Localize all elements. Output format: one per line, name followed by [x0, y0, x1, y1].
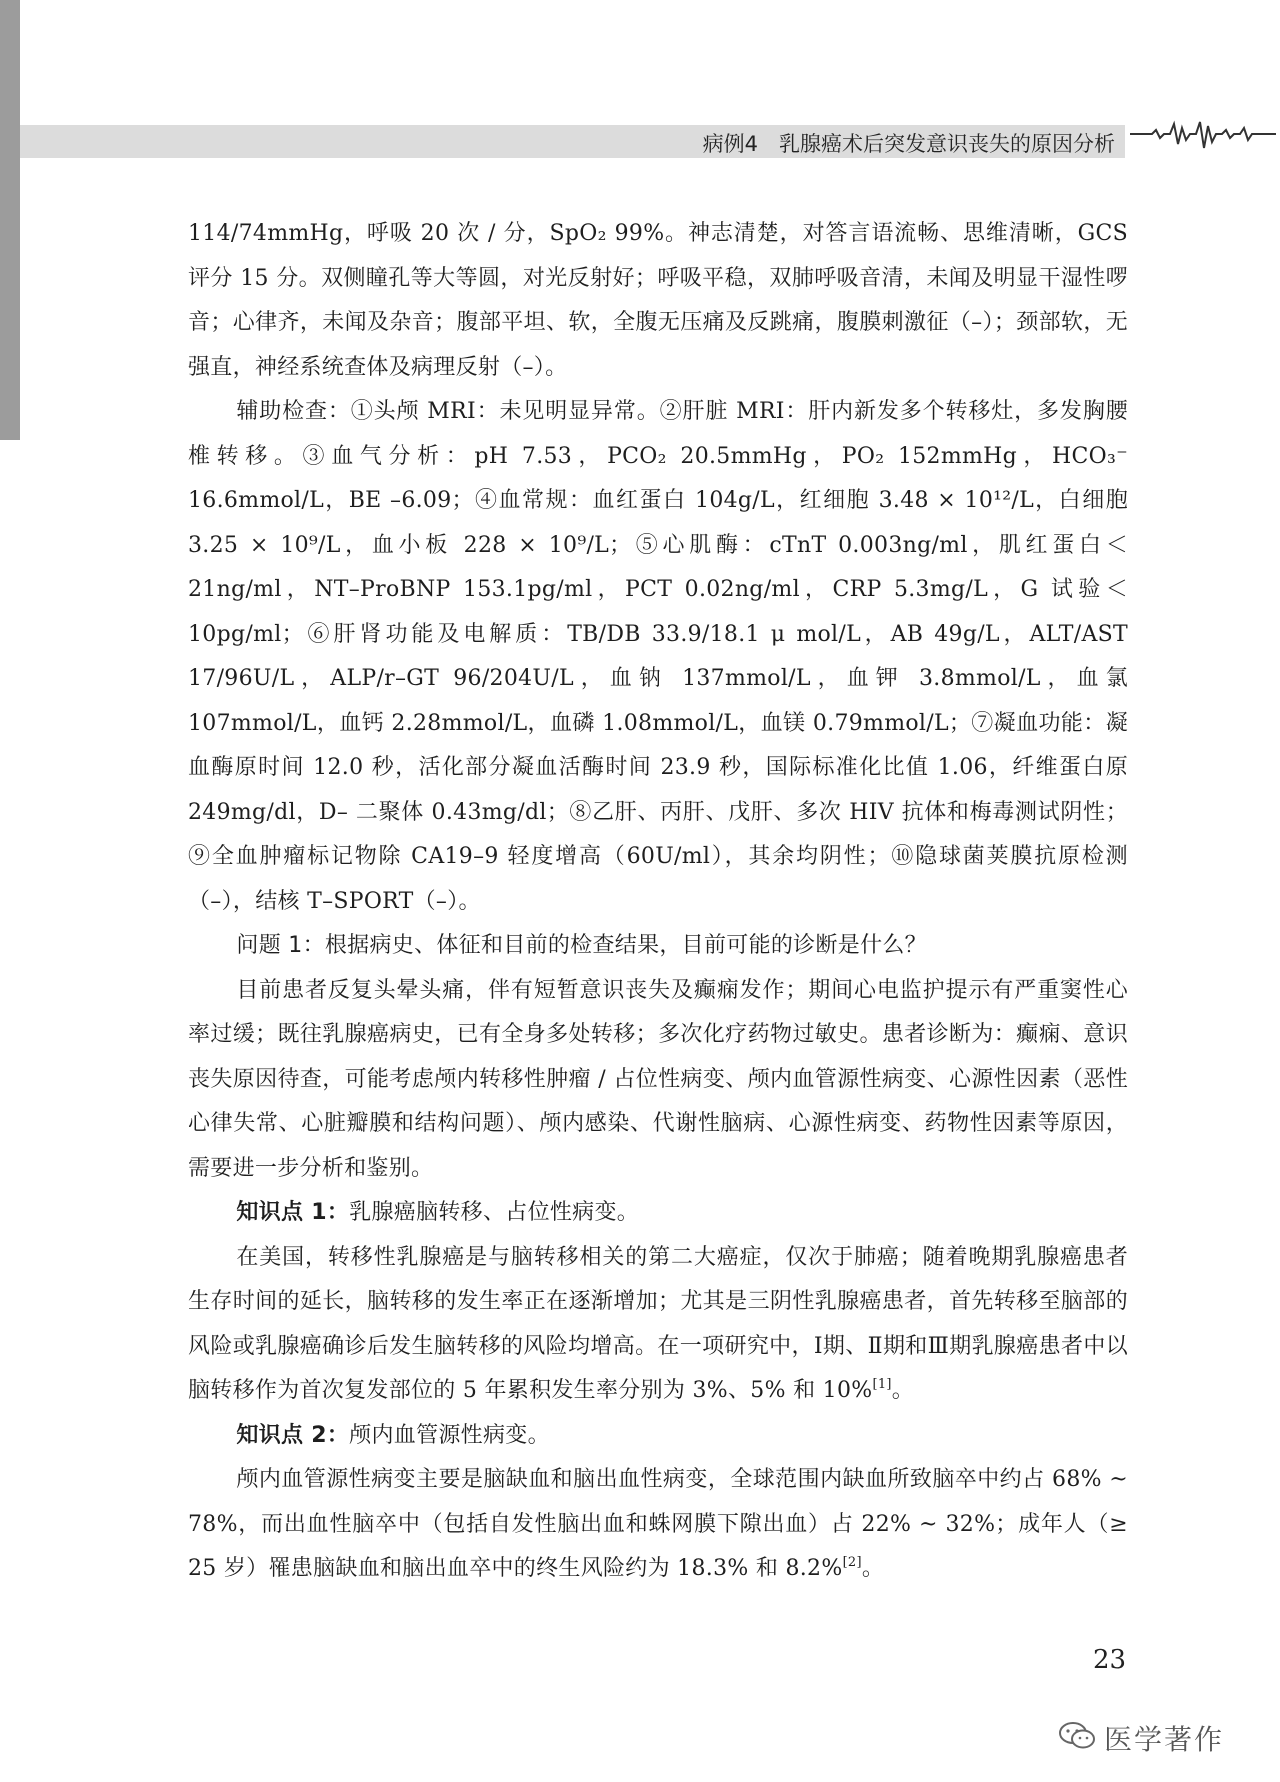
paragraph-diagnosis: 目前患者反复头晕头痛，伴有短暂意识丧失及癫痫发作；期间心电监护提示有严重窦性心率过缓；既往乳腺癌病史，已有全身多处转移；多次化疗药物过敏史。患者诊断为：癫痫、意识丧失原因待查，可能考虑颅内转移性肿瘤 / 占位性病变、颅内血管源性病变、心源性因素（恶性心律失常、心脏瓣膜和结构问题）、颅内感染、代谢性脑病、心源性病变、药物性因素等原因，需要进一步分析和鉴别。: [188, 977, 1128, 1181]
p5-text: 颅内血管源性病变主要是脑缺血和脑出血性病变，全球范围内缺血所致脑卒中约占 68% ~ 78%，而出血性脑卒中（包括自发性脑出血和蛛网膜下隙出血）占 22% ~ 32%；成年人（≥ 25 岁）罹患脑缺血和脑出血卒中的终生风险约为 18.3% 和 8.2%: [188, 1467, 1128, 1581]
p4-text: 在美国，转移性乳腺癌是与脑转移相关的第二大癌症，仅次于肺癌；随着晚期乳腺癌患者生存时间的延长，脑转移的发生率正在逐渐增加；尤其是三阴性乳腺癌患者，首先转移至脑部的风险或乳腺癌确诊后发生脑转移的风险均增高。在一项研究中，Ⅰ期、Ⅱ期和Ⅲ期乳腺癌患者中以脑转移作为首次复发部位的 5 年累积发生率分别为 3%、5% 和 10%: [188, 1244, 1128, 1403]
p4-end: 。: [891, 1378, 915, 1403]
paragraph-vascular: [188, 1458, 1128, 1592]
question-heading: 问题 1：根据病史、体征和目前的检查结果，目前可能的诊断是什么？: [236, 933, 927, 958]
kp2-text: 颅内血管源性病变。: [349, 1422, 550, 1448]
kp1-text: 乳腺癌脑转移、占位性病变。: [349, 1200, 640, 1225]
watermark: [1058, 1718, 1224, 1758]
kp2-label: 知识点 2：: [236, 1422, 350, 1448]
knowledge-point-2: [188, 1414, 1128, 1459]
kp1-label: 知识点 1：: [236, 1200, 350, 1225]
running-header-title: 病例4 乳腺癌术后突发意识丧失的原因分析: [702, 132, 1115, 156]
reference-1: [1]: [872, 1377, 892, 1392]
body-text: [188, 212, 1128, 1592]
watermark-text: 医学著作: [1104, 1723, 1225, 1756]
p5-end: 。: [861, 1556, 885, 1581]
ecg-waveform-icon: [1126, 120, 1280, 160]
reference-2: [2]: [842, 1555, 862, 1570]
left-edge-bar: [0, 0, 20, 440]
wechat-icon: [1058, 1721, 1096, 1755]
paragraph-brain-metastasis: [188, 1236, 1128, 1414]
paragraph-aux-tests: 辅助检查：①头颅 MRI：未见明显异常。②肝脏 MRI：肝内新发多个转移灶，多发胸腰椎转移。③血气分析：pH 7.53，PCO₂ 20.5mmHg，PO₂ 152mmHg，HCO₃⁻ 16.6mmol/L，BE –6.09；④血常规：血红蛋白 104g/L，红细胞 3.48 × 10¹²/L，白细胞 3.25 × 10⁹/L，血小板 228 × 10⁹/L；⑤心肌酶：cTnT 0.003ng/ml，肌红蛋白＜ 21ng/ml，NT–ProBNP 153.1pg/ml，PCT 0.02ng/ml，CRP 5.3mg/L，G 试验＜ 10pg/ml；⑥肝肾功能及电解质：TB/DB 33.9/18.1 μ mol/L，AB 49g/L，ALT/AST 17/96U/L，ALP/r–GT 96/204U/L，血钠 137mmol/L，血钾 3.8mmol/L，血氯 107mmol/L，血钙 2.28mmol/L，血磷 1.08mmol/L，血镁 0.79mmol/L；⑦凝血功能：凝血酶原时间 12.0 秒，活化部分凝血活酶时间 23.9 秒，国际标准化比值 1.06，纤维蛋白原 249mg/dl，D– 二聚体 0.43mg/dl；⑧乙肝、丙肝、戊肝、多次 HIV 抗体和梅毒测试阴性；⑨全血肿瘤标记物除 CA19–9 轻度增高（60U/ml），其余均阴性；⑩隐球菌荚膜抗原检测（–），结核 T–SPORT（–）。: [188, 399, 1129, 914]
paragraph-exam: 114/74mmHg，呼吸 20 次 / 分，SpO₂ 99%。神志清楚，对答言语流畅、思维清晰，GCS 评分 15 分。双侧瞳孔等大等圆，对光反射好；呼吸平稳，双肺呼吸音清，未闻及明显干湿性啰音；心律齐，未闻及杂音；腹部平坦、软，全腹无压痛及反跳痛，腹膜刺激征（–）；颈部软，无强直，神经系统查体及病理反射（–）。: [188, 221, 1128, 380]
knowledge-point-1: [188, 1191, 1128, 1236]
page-number: 23: [1093, 1645, 1127, 1675]
